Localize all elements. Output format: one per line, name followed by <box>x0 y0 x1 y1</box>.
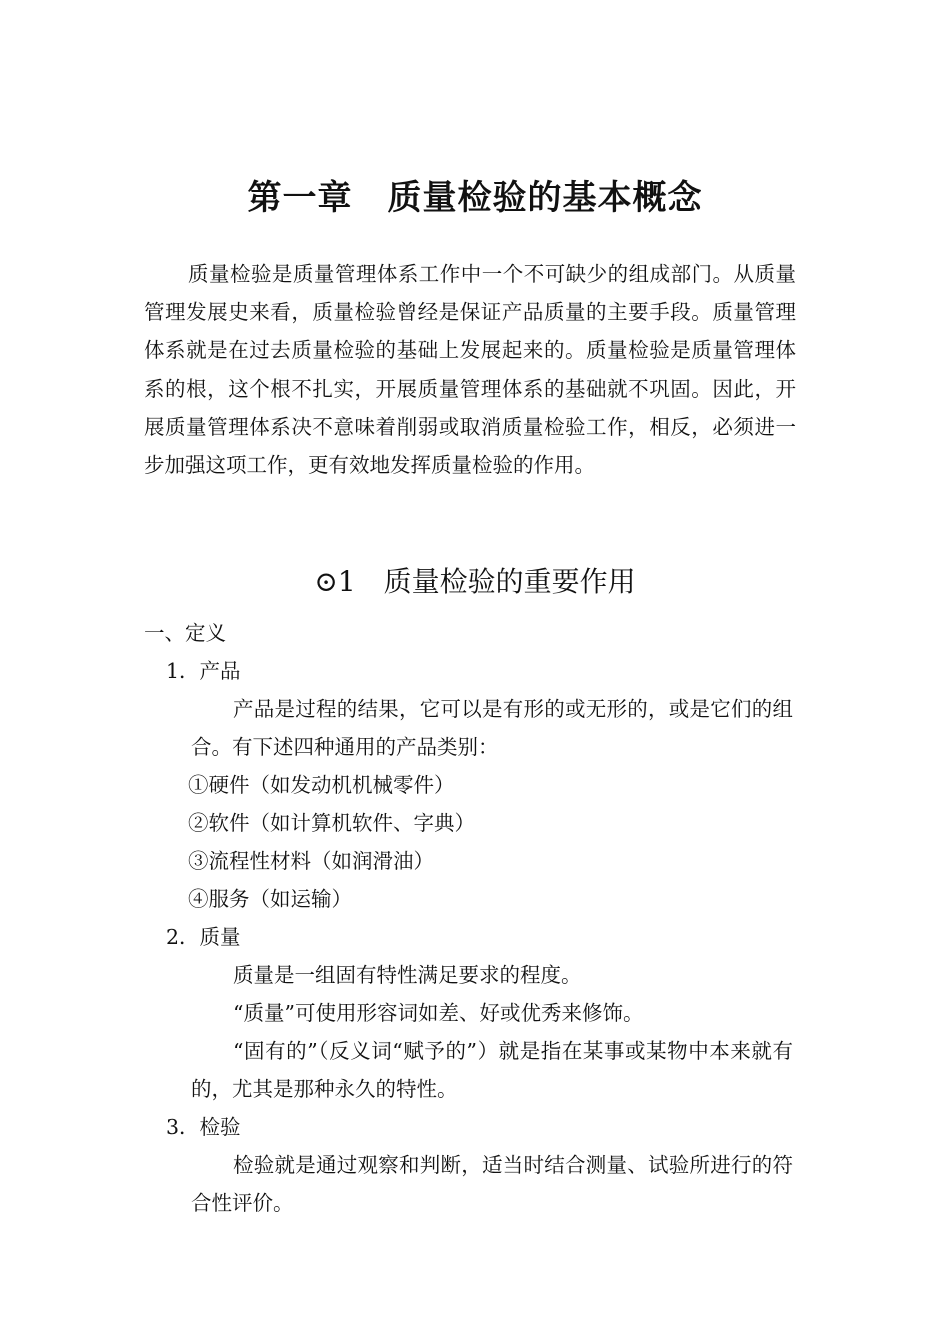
item-label-product: 1．产品 <box>166 659 241 683</box>
product-category-software: ②软件（如计算机软件、字典） <box>188 811 475 835</box>
chapter-title: 第一章 质量检验的基本概念 <box>247 178 703 218</box>
quality-definition: 质量是一组固有特性满足要求的程度。 <box>233 963 582 987</box>
section-title: ⊙1 质量检验的重要作用 <box>314 565 636 598</box>
item-label-quality: 2．质量 <box>166 925 241 949</box>
product-definition: 产品是过程的结果，它可以是有形的或无形的，或是它们的组合。有下述四种通用的产品类别： <box>191 697 793 759</box>
quality-inherent-note: “固有的”（反义词“赋予的”）就是指在某事或某物中本来就有的，尤其是那种永久的特性。 <box>191 1039 793 1101</box>
product-category-service: ④服务（如运输） <box>188 887 352 911</box>
product-category-processed-material: ③流程性材料（如润滑油） <box>188 849 434 873</box>
intro-paragraph: 质量检验是质量管理体系工作中一个不可缺少的组成部门。从质量管理发展史来看，质量检验曾经是保证产品质量的主要手段。质量管理体系就是在过去质量检验的基础上发展起来的。质量检验是质量管理体系的根，这个根不扎实，开展质量管理体系的基础就不巩固。因此，开展质量管理体系决不意味着削弱或取消质量检验工作，相反，必须进一步加强这项工作，更有效地发挥质量检验的作用。 <box>144 262 796 478</box>
item-label-inspection: 3．检验 <box>166 1115 241 1139</box>
product-category-hardware: ①硬件（如发动机机械零件） <box>188 773 455 797</box>
definition-heading: 一、定义 <box>144 621 226 645</box>
inspection-definition: 检验就是通过观察和判断，适当时结合测量、试验所进行的符合性评价。 <box>191 1153 793 1215</box>
quality-adjective-note: “质量”可使用形容词如差、好或优秀来修饰。 <box>233 1001 644 1025</box>
